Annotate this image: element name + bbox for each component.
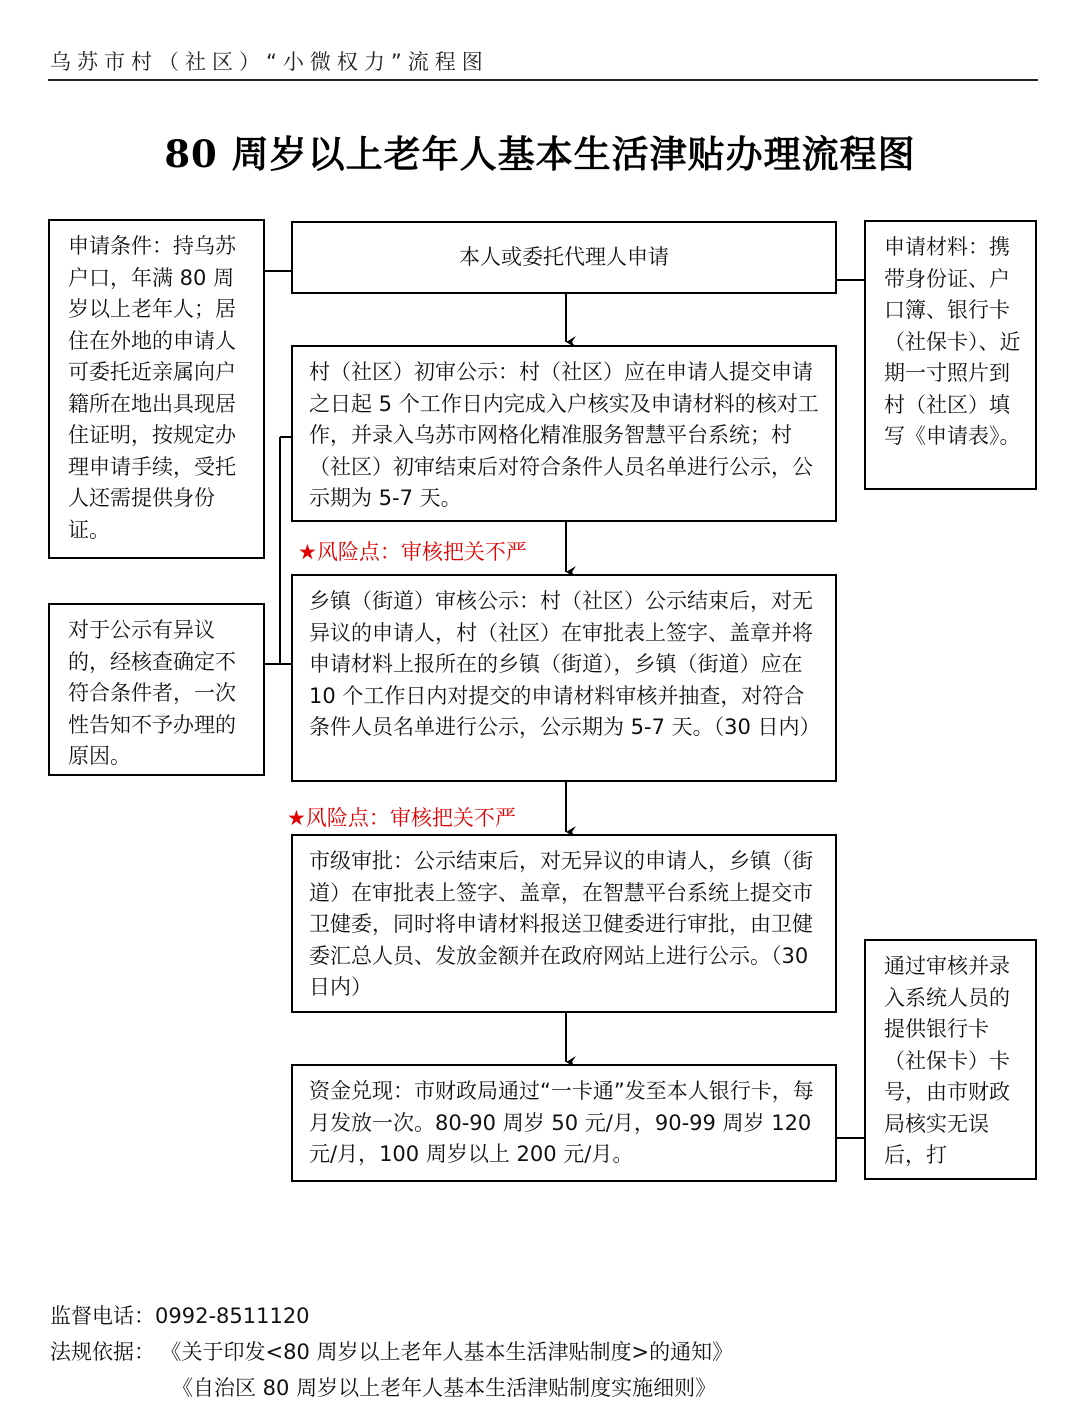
basis-row-2	[172, 1372, 716, 1402]
hotline-number: 0992-8511120	[155, 1304, 310, 1328]
objection-note: 对于公示有异议的，经核查确定不符合条件者，一次性告知不予办理的原因。	[48, 603, 265, 776]
step-apply	[291, 221, 837, 294]
step-payment: 资金兑现：市财政局通过“一卡通”发至本人银行卡，每月发放一次。80-90 周岁 50 元/月，90-99 周岁 120 元/月，100 周岁以上 200 元/月。	[291, 1064, 837, 1182]
document-header: 乌苏市村（社区）“小微权力”流程图	[50, 50, 489, 74]
step-apply-label: 本人或委托代理人申请	[459, 244, 669, 269]
materials-note: 申请材料：携带身份证、户口簿、银行卡（社保卡）、近期一寸照片到村（社区）填写《申请表》。	[864, 220, 1037, 490]
step-village-review: 村（社区）初审公示：村（社区）应在申请人提交申请之日起 5 个工作日内完成入户核实及申请材料的核对工作，并录入乌苏市网格化精准服务智慧平台系统；村（社区）初审结束后对符合条件人员名单进行公示，公示期为 5-7 天。	[291, 345, 837, 522]
basis-label: 法规依据：	[50, 1340, 155, 1364]
hotline-row	[50, 1300, 310, 1330]
basis-item-1: 《关于印发<80 周岁以上老年人基本生活津贴制度>的通知》	[171, 1340, 734, 1364]
risk-point-2: ★风险点：审核把关不严	[287, 806, 516, 830]
basis-row	[50, 1336, 733, 1366]
approved-note: 通过审核并录入系统人员的提供银行卡（社保卡）卡号，由市财政局核实无误后，打	[864, 939, 1037, 1180]
step-township-review: 乡镇（街道）审核公示：村（社区）公示结束后，对无异议的申请人，村（社区）在审批表上签字、盖章并将申请材料上报所在的乡镇（街道），乡镇（街道）应在 10 个工作日内对提交的申请材料审核并抽查，对符合条件人员名单进行公示，公示期为 5-7 天。（30 日内）	[291, 574, 837, 782]
basis-item-2: 《自治区 80 周岁以上老年人基本生活津贴制度实施细则》	[172, 1376, 717, 1400]
hotline-label: 监督电话：	[50, 1304, 155, 1328]
conditions-note: 申请条件：持乌苏户口，年满 80 周岁以上老年人；居住在外地的申请人可委托近亲属向户籍所在地出具现居住证明，按规定办理申请手续，受托人还需提供身份证。	[48, 219, 265, 559]
page-title: 80 周岁以上老年人基本生活津贴办理流程图	[164, 132, 916, 176]
risk-point-1: ★风险点：审核把关不严	[298, 540, 527, 564]
step-city-approval: 市级审批：公示结束后，对无异议的申请人，乡镇（街道）在审批表上签字、盖章，在智慧平台系统上提交市卫健委，同时将申请材料报送卫健委进行审批，由卫健委汇总人员、发放金额并在政府网站上进行公示。（30 日内）	[291, 834, 837, 1013]
